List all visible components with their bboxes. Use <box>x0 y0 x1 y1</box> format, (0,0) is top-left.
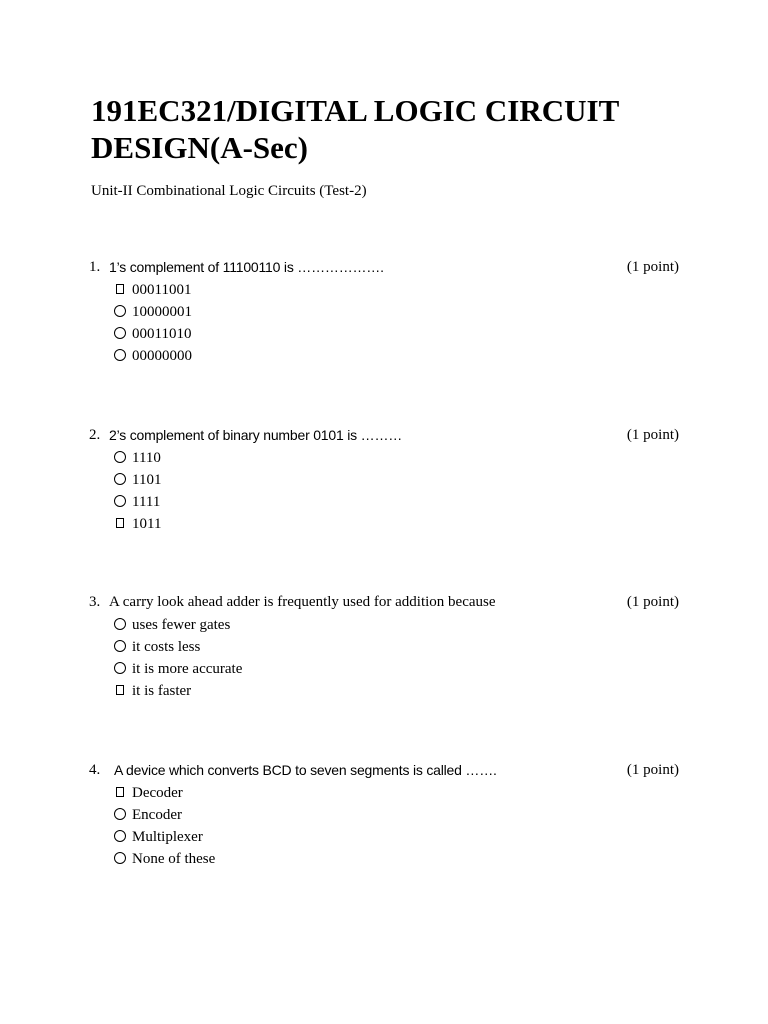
option-label: uses fewer gates <box>132 617 231 633</box>
question-text: 1’s complement of 11100110 is ………………. <box>109 259 384 275</box>
radio-circle-icon[interactable] <box>114 327 126 339</box>
selected-box-icon[interactable] <box>116 284 124 294</box>
option-1-a[interactable] <box>89 279 679 301</box>
options-list <box>89 614 679 702</box>
option-1-c[interactable] <box>89 323 679 345</box>
radio-circle-icon[interactable] <box>114 495 126 507</box>
options-list <box>89 447 679 535</box>
radio-circle-icon[interactable] <box>114 618 126 630</box>
radio-circle-icon[interactable] <box>114 852 126 864</box>
radio-circle-icon[interactable] <box>114 830 126 842</box>
option-label: 00011010 <box>132 326 192 342</box>
radio-circle-icon[interactable] <box>114 808 126 820</box>
question-points: (1 point) <box>626 762 679 778</box>
option-label: 1101 <box>132 472 162 488</box>
option-label: Encoder <box>132 807 182 823</box>
selected-box-icon[interactable] <box>116 518 124 528</box>
question-text: A carry look ahead adder is frequently used for addition because <box>109 594 496 610</box>
option-4-c[interactable] <box>89 826 679 848</box>
option-2-b[interactable] <box>89 469 679 491</box>
option-3-b[interactable] <box>89 636 679 658</box>
option-label: None of these <box>132 851 216 867</box>
selected-box-icon[interactable] <box>116 787 124 797</box>
question-header <box>89 591 679 613</box>
radio-circle-icon[interactable] <box>114 640 126 652</box>
option-label: it is faster <box>132 683 192 699</box>
option-label: 10000001 <box>132 304 192 320</box>
option-3-d[interactable] <box>89 680 679 702</box>
page-title: 191EC321/DIGITAL LOGIC CIRCUIT DESIGN(A-Sec) <box>91 93 619 165</box>
option-label: it costs less <box>132 639 201 655</box>
question-4 <box>89 759 679 870</box>
option-2-c[interactable] <box>89 491 679 513</box>
question-header <box>89 424 679 446</box>
radio-circle-icon[interactable] <box>114 662 126 674</box>
option-label: 00011001 <box>132 282 192 298</box>
selected-box-icon[interactable] <box>116 685 124 695</box>
option-label: it is more accurate <box>132 661 243 677</box>
option-label: Decoder <box>132 785 183 801</box>
question-text: 2’s complement of binary number 0101 is ……… <box>109 427 403 443</box>
question-1 <box>89 256 679 367</box>
options-list <box>89 279 679 367</box>
question-points: (1 point) <box>626 427 679 443</box>
option-3-a[interactable] <box>89 614 679 636</box>
option-3-c[interactable] <box>89 658 679 680</box>
option-2-a[interactable] <box>89 447 679 469</box>
radio-circle-icon[interactable] <box>114 473 126 485</box>
question-text: A device which converts BCD to seven segments is called ……. <box>114 762 497 778</box>
question-points: (1 point) <box>626 259 679 275</box>
question-3 <box>89 591 679 702</box>
option-label: 1011 <box>132 516 162 532</box>
option-1-d[interactable] <box>89 345 679 367</box>
page-subtitle: Unit-II Combinational Logic Circuits (Test-2) <box>91 183 367 199</box>
question-header <box>89 256 679 278</box>
option-2-d[interactable] <box>89 513 679 535</box>
question-header <box>89 759 679 781</box>
question-number: 1. <box>89 259 101 275</box>
question-points: (1 point) <box>626 594 679 610</box>
radio-circle-icon[interactable] <box>114 451 126 463</box>
option-label: 1111 <box>132 494 161 510</box>
question-2 <box>89 424 679 535</box>
radio-circle-icon[interactable] <box>114 349 126 361</box>
option-4-b[interactable] <box>89 804 679 826</box>
option-4-a[interactable] <box>89 782 679 804</box>
question-number: 4. <box>89 762 101 778</box>
options-list <box>89 782 679 870</box>
option-1-b[interactable] <box>89 301 679 323</box>
question-number: 2. <box>89 427 101 443</box>
option-label: 00000000 <box>132 348 192 364</box>
radio-circle-icon[interactable] <box>114 305 126 317</box>
option-4-d[interactable] <box>89 848 679 870</box>
question-number: 3. <box>89 594 101 610</box>
option-label: 1110 <box>132 450 161 466</box>
option-label: Multiplexer <box>132 829 203 845</box>
